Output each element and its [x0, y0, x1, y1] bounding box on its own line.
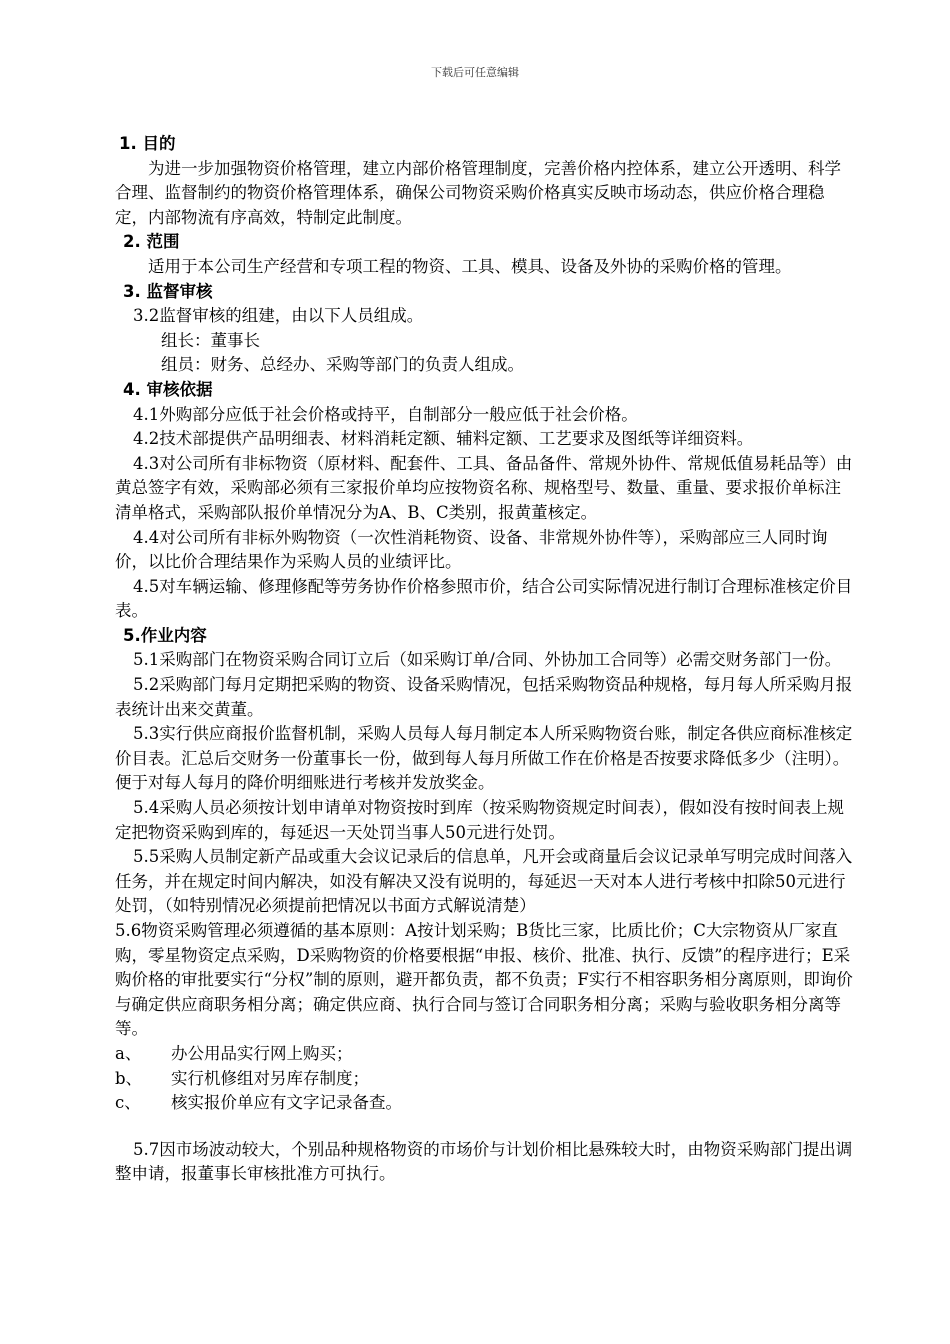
section-2-paragraph: 适用于本公司生产经营和专项工程的物资、工具、模具、设备及外协的采购价格的管理。 [148, 256, 792, 276]
section-5-item-5-1: 5.1采购部门在物资采购合同订立后（如采购订单/合同、外协加工合同等）必需交财务部门一份。 [133, 650, 842, 670]
section-4-item-4-4: 4.4对公司所有非标外购物资（一次性消耗物资、设备、非常规外协件等），采购部应三人同时询价，以比价合理结果作为采购人员的业绩评比。 [115, 527, 828, 572]
list-text: 核实报价单应有文字记录备查。 [171, 1093, 402, 1113]
section-3-leader: 组长：董事长 [161, 330, 260, 350]
section-3-members: 组员：财务、总经办、采购等部门的负责人组成。 [161, 355, 524, 375]
section-5-item-5-4: 5.4采购人员必须按计划申请单对物资按时到库（按采购物资规定时间表），假如没有按时间表上规定把物资采购到库的，每延迟一天处罚当事人50元进行处罚。 [115, 798, 844, 842]
section-5-item-5-7: 5.7因市场波动较大，个别品种规格物资的市场价与计划价相比悬殊较大时，由物资采购部门提出调整申请，报董事长审核批准方可执行。 [115, 1139, 853, 1184]
section-4-item-4-5: 4.5对车辆运输、修理修配等劳务协作价格参照市价，结合公司实际情况进行制订合理标准核定价目表。 [115, 576, 853, 621]
section-4-item-4-3: 4.3对公司所有非标物资（原材料、配套件、工具、备品备件、常规外协件、常规低值易耗品等）由黄总签字有效，采购部必须有三家报价单均应按物资名称、规格型号、数量、重量、要求报价单标注清单格式，采购部队报价单情况分为A、B、C类别，报黄董核定。 [115, 453, 853, 522]
list-marker: a、 [115, 1043, 142, 1063]
section-3-item-3-2: 3.2监督审核的组建，由以下人员组成。 [133, 306, 424, 326]
document-body [115, 132, 855, 1187]
list-marker: b、 [115, 1068, 143, 1088]
spacer [115, 1116, 855, 1138]
section-2-title: 2. 范围 [123, 232, 180, 252]
section-5-item-5-5: 5.5采购人员制定新产品或重大会议记录后的信息单，凡开会或商量后会议记录单写明完成时间落入任务，并在规定时间内解决，如没有解决又没有说明的，每延迟一天对本人进行考核中扣除50元进行处罚，（如特别情况必须提前把情况以书面方式解说清楚） [115, 847, 853, 916]
section-4-item-4-1: 4.1外购部分应低于社会价格或持平，自制部分一般应低于社会价格。 [133, 404, 638, 424]
section-5-item-5-3: 5.3实行供应商报价监督机制，采购人员每人每月制定本人所采购物资台账，制定各供应商标准核定价目表。汇总后交财务一份董事长一份，做到每人每月所做工作在价格是否按要求降低多少（注明）。便于对每人每月的降价明细账进行考核并发放奖金。 [115, 724, 853, 793]
list-text: 办公用品实行网上购买； [171, 1043, 353, 1063]
section-5-item-5-6: 5.6物资采购管理必须遵循的基本原则：A按计划采购；B货比三家，比质比价；C大宗物资从厂家直购，零星物资定点采购，D采购物资的价格要根据“申报、核价、批准、执行、反馈”的程序进行；E采购价格的审批要实行“分权”制的原则，避开都负责，都不负责；F实行不相容职务相分离原则，即询价与确定供应商职务相分离；确定供应商、执行合同与签订合同职务相分离；采购与验收职务相分离等等。 [115, 921, 853, 1039]
section-4-title: 4. 审核依据 [123, 379, 213, 399]
list-marker: c、 [115, 1093, 141, 1113]
list-item [115, 1067, 855, 1092]
list-item [115, 1091, 855, 1116]
section-1-title: 1. 目的 [119, 134, 176, 153]
section-1-paragraph: 为进一步加强物资价格管理，建立内部价格管理制度，完善价格内控体系，建立公开透明、科学合理、监督制约的物资价格管理体系，确保公司物资采购价格真实反映市场动态，供应价格合理稳定，内部物流有序高效，特制定此制度。 [115, 158, 841, 227]
section-3-title: 3. 监督审核 [123, 281, 213, 301]
list-text: 实行机修组对另库存制度； [171, 1068, 369, 1088]
section-5-title: 5.作业内容 [123, 625, 207, 645]
list-item [115, 1042, 855, 1067]
page-header-note: 下载后可任意编辑 [431, 66, 519, 79]
section-5-item-5-2: 5.2采购部门每月定期把采购的物资、设备采购情况，包括采购物资品种规格，每月每人所采购月报表统计出来交黄董。 [115, 675, 853, 719]
section-4-item-4-2: 4.2技术部提供产品明细表、材料消耗定额、辅料定额、工艺要求及图纸等详细资料。 [133, 429, 754, 449]
